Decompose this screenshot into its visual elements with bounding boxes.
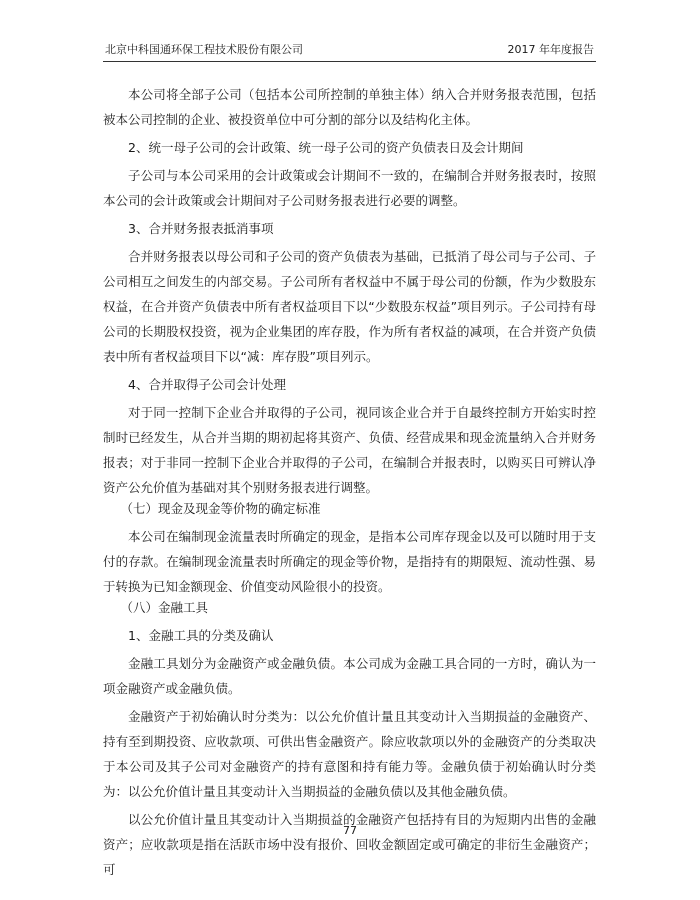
paragraph-acquisition: 对于同一控制下企业合并取得的子公司，视同该企业合并于自最终控制方开始实时控制时已经发生，从合并当期的期初起将其资产、负债、经营成果和现金流量纳入合并财务报表；对于非同一控制下企业合并取得的子公司，在编制合并报表时，以购买日可辨认净资产公允价值为基础对其个别财务报表进行调整。 <box>103 405 596 495</box>
report-title: 2017 年年度报告 <box>507 43 594 56</box>
paragraph-instrument-division: 金融工具划分为金融资产或金融负债。本公司成为金融工具合同的一方时，确认为一项金融资产或金融负债。 <box>103 656 596 696</box>
company-name: 北京中科国通环保工程技术股份有限公司 <box>105 43 303 56</box>
paragraph-asset-classification: 金融资产于初始确认时分类为：以公允价值计量且其变动计入当期损益的金融资产、持有至到期投资、应收款项、可供出售金融资产。除应收款项以外的金融资产的分类取决于本公司及其子公司对金融资产的持有意图和持有能力等。金融负债于初始确认时分类为：以公允价值计量且其变动计入当期损益的金融负债以及其他金融负债。 <box>103 709 596 799</box>
paragraph-fair-value-assets: 以公允价值计量且其变动计入当期损益的金融资产包括持有目的为短期内出售的金融资产；应收款项是指在活跃市场中没有报价、回收金额固定或可确定的非衍生金融资产；可 <box>103 812 596 877</box>
heading-unified-policies: 2、统一母子公司的会计政策、统一母子公司的资产负债表日及会计期间 <box>128 140 524 155</box>
paragraph-elimination: 合并财务报表以母公司和子公司的资产负债表为基础，已抵消了母公司与子公司、子公司相互之间发生的内部交易。子公司所有者权益中不属于母公司的份额，作为少数股东权益，在合并资产负债表中所有者权益项目下以“少数股东权益”项目列示。子公司持有母公司的长期股权投资，视为企业集团的库存股，作为所有者权益的减项，在合并资产负债表中所有者权益项目下以“减：库存股”项目列示。 <box>103 249 596 364</box>
header-divider <box>103 61 596 62</box>
paragraph-unified-policies: 子公司与本公司采用的会计政策或会计期间不一致的，在编制合并财务报表时，按照本公司的会计政策或会计期间对子公司财务报表进行必要的调整。 <box>103 168 596 208</box>
heading-acquisition: 4、合并取得子公司会计处理 <box>128 377 286 392</box>
document-body <box>103 82 596 882</box>
section-cash-equivalents: （七）现金及现金等价物的确定标准 <box>120 501 321 516</box>
section-financial-instruments: （八）金融工具 <box>120 600 209 615</box>
page-number: 77 <box>343 824 357 837</box>
paragraph-consolidation-scope: 本公司将全部子公司（包括本公司所控制的单独主体）纳入合并财务报表范围，包括被本公司控制的企业、被投资单位中可分割的部分以及结构化主体。 <box>103 87 596 127</box>
page-header <box>103 41 596 59</box>
heading-classification: 1、金融工具的分类及确认 <box>128 628 274 643</box>
paragraph-cash-equivalents: 本公司在编制现金流量表时所确定的现金，是指本公司库存现金以及可以随时用于支付的存款。在编制现金流量表时所确定的现金等价物，是指持有的期限短、流动性强、易于转换为已知金额现金、价值变动风险很小的投资。 <box>103 529 596 594</box>
heading-elimination: 3、合并财务报表抵消事项 <box>128 221 274 236</box>
